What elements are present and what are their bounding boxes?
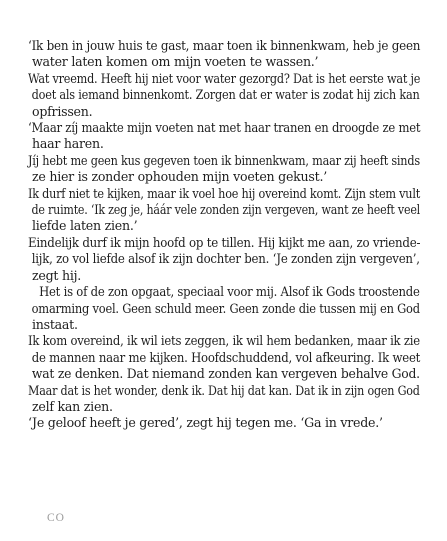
text-line: lijk, zo vol liefde alsof ik zijn dochter ben. ‘Je zonden zijn vergeven’, [31,251,420,267]
text-line: ‘Je geloof heeft je gered’, zegt hij tegen me. ‘Ga in vrede.’ [28,415,383,431]
text-line: opfrissen. [32,103,93,119]
text-line: Jíj hebt me geen kus gegeven toen ik binnenkwam, maar zij heeft sinds [28,152,420,168]
footer-mark: CO [47,512,65,524]
text-line: doet als iemand binnenkomt. Zorgen dat er water is zodat hij zich kan [31,87,420,103]
text-line: ze hier is zonder ophouden mijn voeten gekust.’ [32,169,327,185]
text-line: de mannen naar me kijken. Hoofdschuddend, vol afkeuring. Ik weet [31,349,421,365]
text-line: de ruimte. ‘Ik zeg je, háár vele zonden zijn vergeven, want ze heeft veel [31,202,421,218]
text-line: zelf kan zien. [32,398,113,414]
text-line: wat ze denken. Dat niemand zonden kan vergeven behalve God. [31,366,420,382]
text-line: liefde laten zien.’ [32,218,138,234]
text-line: Ik durf niet te kijken, maar ik voel hoe hij overeind komt. Zijn stem vult [28,185,420,201]
text-line: Eindelijk durf ik mijn hoofd op te tillen. Hij kijkt me aan, zo vriende- [28,234,421,250]
text-line: zegt hij. [32,267,82,283]
text-line: haar haren. [32,136,104,152]
text-line: omarming voel. Geen schuld meer. Geen zonde die tussen mij en God [31,300,420,316]
body-text [28,38,420,432]
text-line: Het is of de zon opgaat, speciaal voor mij. Alsof ik Gods troostende [39,284,420,300]
text-line: ‘Maar zíj maakte mijn voeten nat met haar tranen en droogde ze met [28,120,421,136]
text-line: ‘Ik ben in jouw huis te gast, maar toen ik binnenkwam, heb je geen [28,38,421,53]
text-line: Wat vreemd. Heeft hij niet voor water gezorgd? Dat is het eerste wat je [28,70,421,86]
text-line: Ik kom overeind, ik wil iets zeggen, ik wil hem bedanken, maar ik zie [28,333,420,349]
text-line: water laten komen om mijn voeten te wassen.’ [32,54,319,70]
text-line: instaat. [32,316,78,332]
text-line: Maar dat is het wonder, denk ik. Dat hij dat kan. Dat ik in zijn ogen God [28,382,420,398]
